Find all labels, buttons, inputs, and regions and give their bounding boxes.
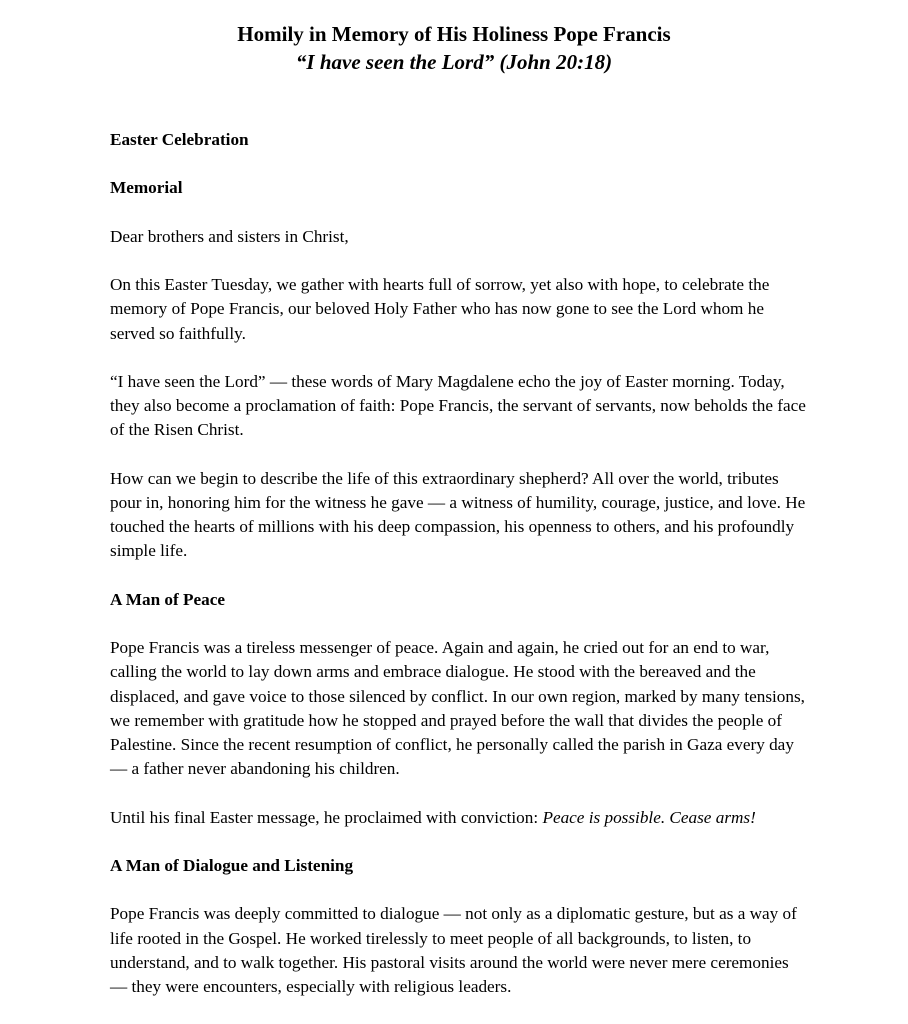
heading-dialogue-listening: A Man of Dialogue and Listening (110, 855, 354, 875)
heading-memorial: Memorial (110, 178, 183, 198)
paragraph-easter-tuesday: On this Easter Tuesday, we gather with hearts full of sorrow, yet also with hope, to celebrate the memory of Pope Francis, our beloved Holy Father who has now gone to see the Lord whom he served so faithfully. (110, 275, 770, 343)
document-subtitle: “I have seen the Lord” (John 20:18) (295, 50, 613, 74)
paragraph-final-easter-message (110, 806, 810, 830)
document-title: Homily in Memory of His Holiness Pope Francis (237, 22, 671, 46)
heading-easter-celebration: Easter Celebration (110, 130, 249, 149)
final-message-lead: Until his final Easter message, he proclaimed with conviction: (110, 807, 543, 827)
final-message-quote: Peace is possible. Cease arms! (542, 807, 756, 827)
paragraph-seen-the-lord: “I have seen the Lord” — these words of Mary Magdalene echo the joy of Easter morning. Today, they also become a proclamation of faith: Pope Francis, the servant of servants, now beholds the face of the Risen Christ. (110, 371, 806, 440)
heading-man-of-peace: A Man of Peace (110, 589, 226, 609)
paragraph-dialogue: Pope Francis was deeply committed to dialogue — not only as a diplomatic gesture, but as a way of life rooted in the Gospel. He worked tirelessly to meet people of all backgrounds, to listen, to understand, and to walk together. His pastoral visits around the world were never mere ceremonies — they were encounters, especially with religious leaders. (110, 904, 797, 996)
greeting-paragraph: Dear brothers and sisters in Christ, (110, 226, 349, 246)
paragraph-messenger-of-peace: Pope Francis was a tireless messenger of peace. Again and again, he cried out for an end to war, calling the world to lay down arms and embrace dialogue. He stood with the bereaved and the displaced, and gave voice to those silenced by conflict. In our own region, marked by many tensions, we remember with gratitude how he stopped and prayed before the wall that divides the people of Palestine. Since the recent resumption of conflict, he personally called the parish in Gaza every day — a father never abandoning his children. (110, 638, 805, 779)
paragraph-extraordinary-shepherd: How can we begin to describe the life of this extraordinary shepherd? All over the world, tributes pour in, honoring him for the witness he gave — a witness of humility, courage, justice, and love. He touched the hearts of millions with his deep compassion, his openness to others, and his profoundly simple life. (110, 468, 806, 561)
document-body (110, 128, 810, 1023)
